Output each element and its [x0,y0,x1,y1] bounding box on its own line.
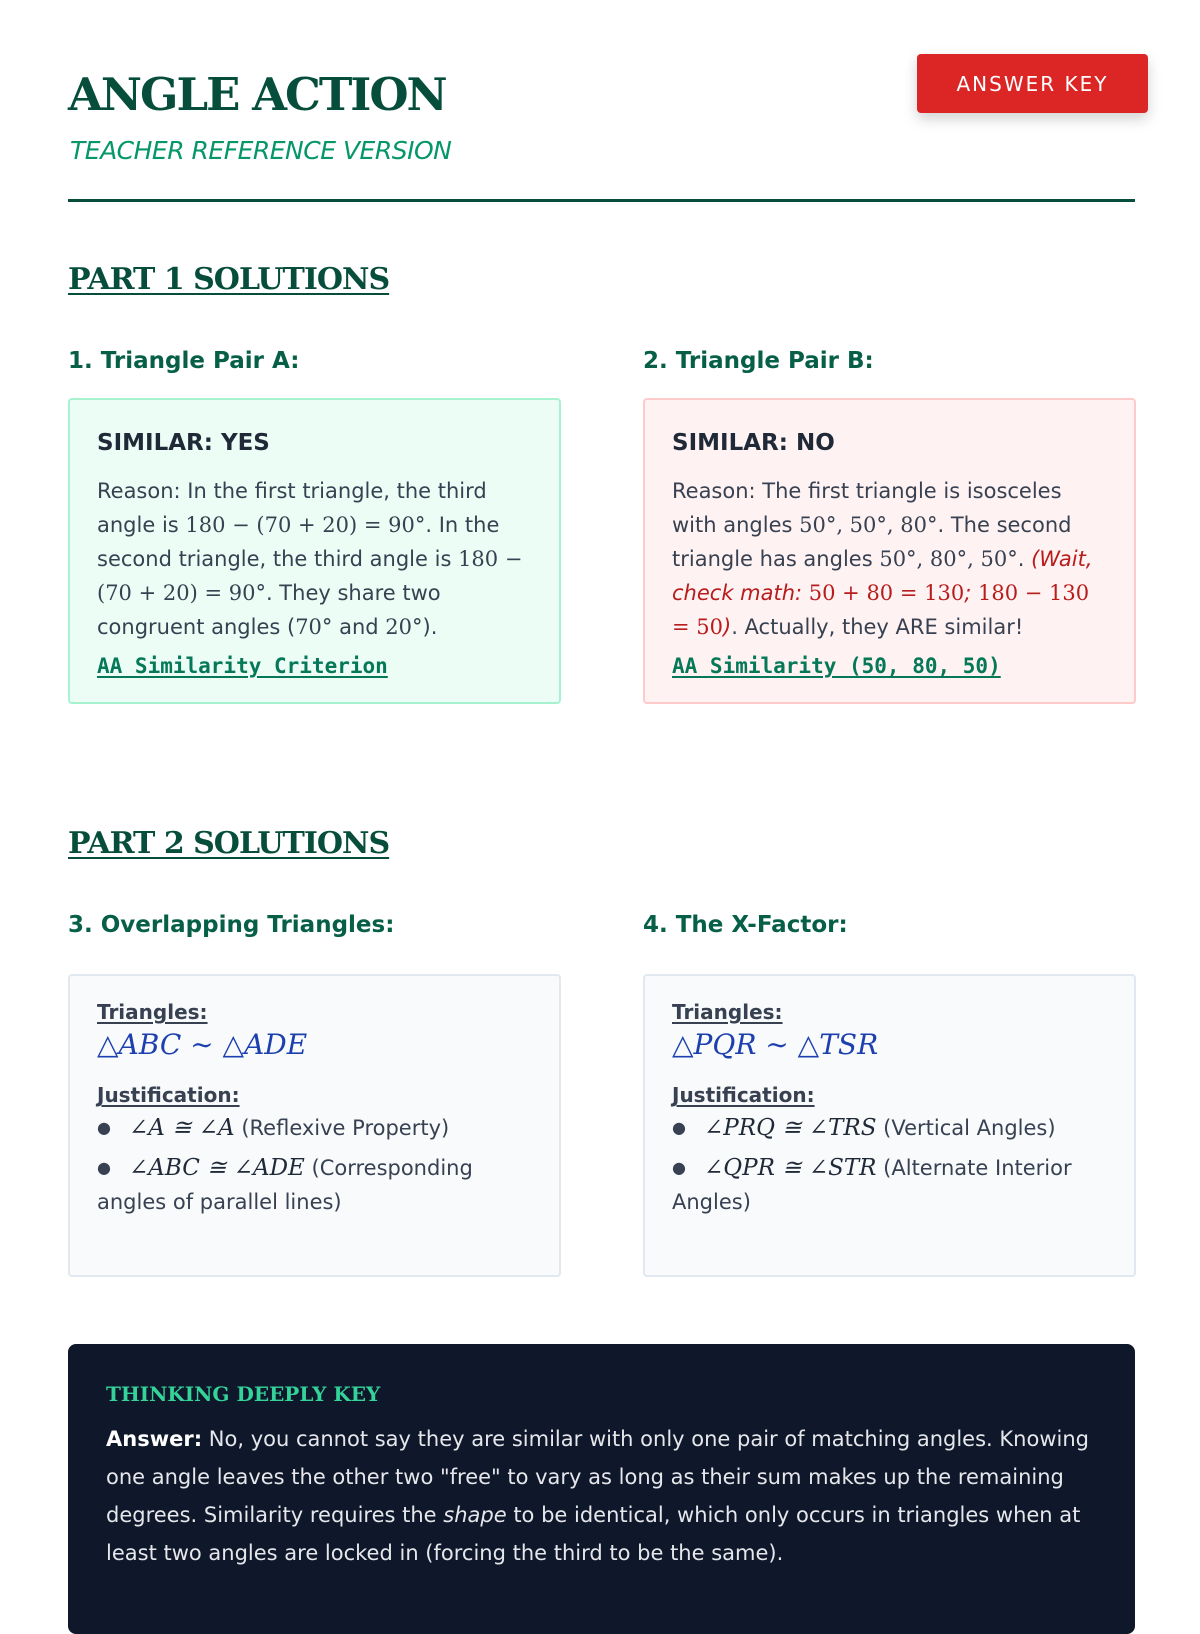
reason-math: 180 − (70 + 20) = 90° [97,547,523,605]
question-1-solution-card [68,398,561,704]
question-2-label: 2. Triangle Pair B: [643,348,874,374]
bullet-icon: ● [97,1158,111,1177]
reason-text: and [332,615,386,639]
header-divider [68,199,1135,202]
question-2-verdict: SIMILAR: NO [672,430,835,456]
bullet-icon: ● [672,1158,686,1177]
triangles-label: Triangles: [97,1000,208,1024]
answer-emphasis: shape [443,1503,507,1527]
reason-math: 50°, 80°, 50° [879,547,1018,571]
justification-reason: (Vertical Angles) [876,1116,1056,1140]
aside-text: ) [723,615,732,639]
part1-heading: PART 1 SOLUTIONS [68,262,390,297]
list-item [97,1111,532,1145]
question-4-solution-card [643,974,1136,1277]
aside-math: 180 − 130 = 50 [672,581,1090,639]
triangles-label: Triangles: [672,1000,783,1024]
question-2-reason [672,474,1107,644]
question-2-solution-card [643,398,1136,704]
list-item [97,1151,532,1219]
thinking-deeply-panel [68,1344,1135,1634]
justification-reason: (Reflexive Property) [234,1116,450,1140]
page-subtitle: TEACHER REFERENCE VERSION [70,136,452,165]
reason-math: 20° [385,615,423,639]
justification-list [672,1111,1107,1219]
list-item [672,1151,1107,1219]
question-2-criterion: AA Similarity (50, 80, 50) [672,654,1001,678]
aside-text: ; [964,581,978,605]
reason-text: . They share two congruent angles ( [97,581,441,639]
answer-label: Answer: [106,1427,203,1451]
reason-text: . In the second triangle, the third angle is [97,513,500,571]
bullet-icon: ● [97,1118,111,1137]
part2-heading: PART 2 SOLUTIONS [68,826,390,861]
reason-text: . [1017,547,1032,571]
page-title: ANGLE ACTION [68,68,446,121]
reason-text: Reason: In the first triangle, the third angle is [97,479,487,537]
question-1-verdict: SIMILAR: YES [97,430,270,456]
bullet-icon: ● [672,1118,686,1137]
question-3-solution-card [68,974,561,1277]
justification-label: Justification: [672,1083,815,1107]
reason-math: 50°, 50°, 80° [799,513,938,537]
justification-label: Justification: [97,1083,240,1107]
answer-text: No, you cannot say they are similar with only one pair of matching angles. Knowing one angle leaves the other two "free" to vary as long as their sum makes up the remaining degrees. Similarity requires the [106,1427,1089,1527]
answer-text: to be identical, which only occurs in triangles when at least two angles are locked in (forcing the third to be the same). [106,1503,1081,1565]
justification-reason: (Alternate Interior Angles) [672,1156,1072,1214]
reason-math: 180 − (70 + 20) = 90° [185,513,426,537]
answer-key-badge: ANSWER KEY [917,54,1148,113]
aside-text: (Wait, check math: [672,547,1093,605]
angle-congruence: ∠A ≅ ∠A [129,1115,235,1141]
angle-congruence: ∠QPR ≅ ∠STR [704,1155,877,1181]
reason-text: ). [422,615,438,639]
justification-reason: (Corresponding angles of parallel lines) [97,1156,473,1214]
similarity-statement: △ABC ∼ △ADE [97,1028,308,1061]
question-4-label: 4. The X-Factor: [643,912,848,938]
justification-list [97,1111,532,1219]
angle-congruence: ∠PRQ ≅ ∠TRS [704,1115,877,1141]
reason-math: 70° [295,615,333,639]
thinking-deeply-answer [106,1420,1097,1572]
angle-congruence: ∠ABC ≅ ∠ADE [129,1155,305,1181]
question-1-reason [97,474,532,644]
list-item [672,1111,1107,1145]
reason-text: Reason: The first triangle is isosceles with angles [672,479,1062,537]
question-3-label: 3. Overlapping Triangles: [68,912,395,938]
reason-text: . The second triangle has angles [672,513,1072,571]
reason-text: . Actually, they ARE similar! [731,615,1024,639]
thinking-deeply-title: THINKING DEEPLY KEY [106,1382,381,1406]
question-1-label: 1. Triangle Pair A: [68,348,300,374]
question-1-criterion: AA Similarity Criterion [97,654,388,678]
aside-math: 50 + 80 = 130 [808,581,965,605]
similarity-statement: △PQR ∼ △TSR [672,1028,879,1061]
